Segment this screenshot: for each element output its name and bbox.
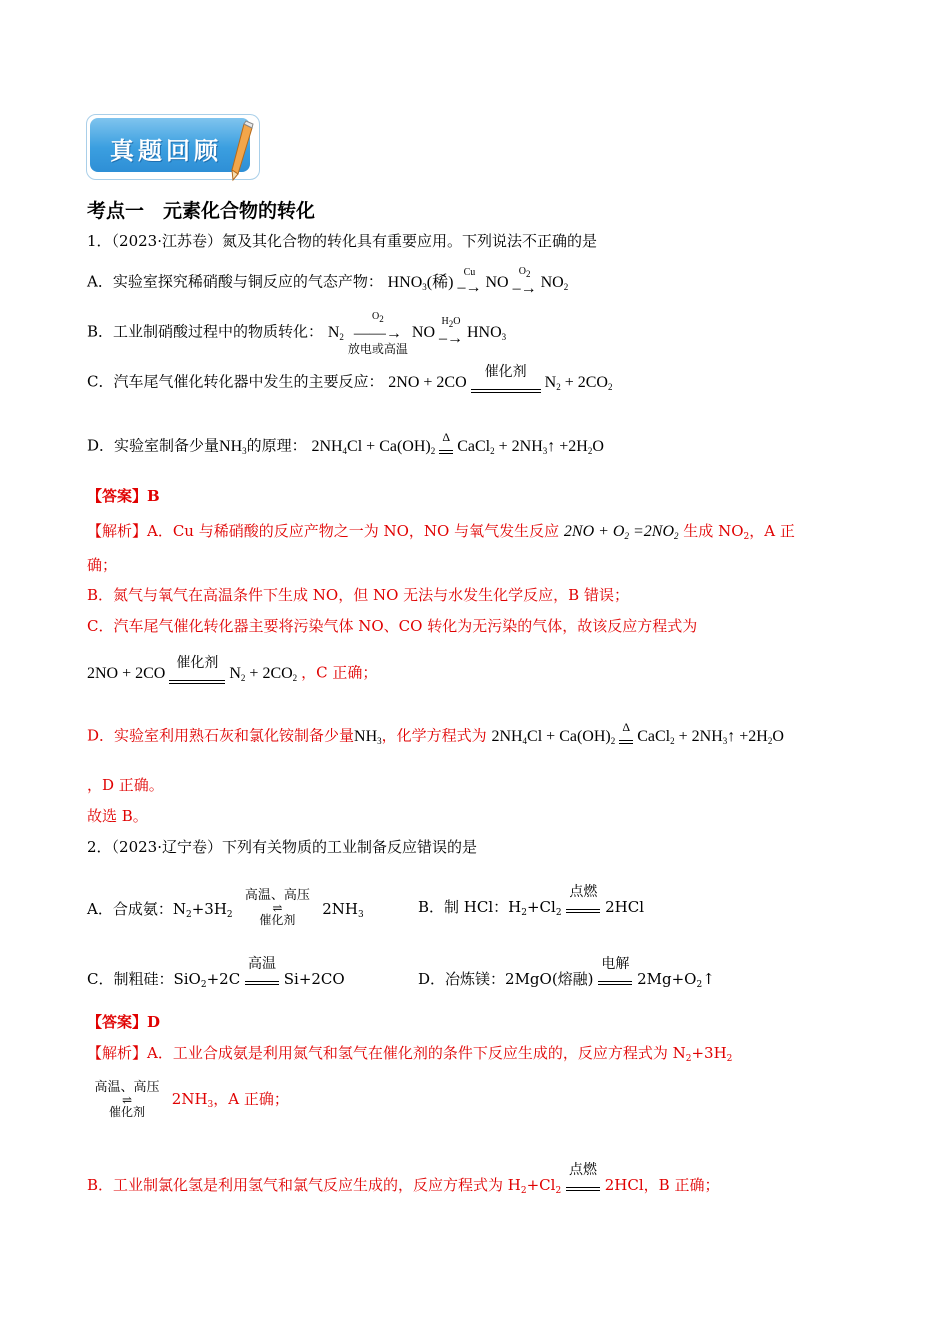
- pencil-icon: [226, 120, 256, 182]
- q2-explanation-a-cont: 高温、高压 ⇌ 催化剂 $2NH_3$，A 正确；: [94, 1080, 289, 1119]
- q1-a-equation: $HNO_3$(稀) Cu –→ NO $O_2$ –→ $NO_2$: [387, 266, 569, 297]
- q2-explanation-b: B．工业制氯化氢是利用氢气和氯气反应生成的，反应方程式为 $H_2+Cl_2$ 点燃 2HCl，B 正确；: [87, 1162, 720, 1196]
- q1-option-d: D．实验室制备少量$NH_3$的原理： $2NH_4Cl + Ca(OH)_2$ Δ CaCl$_2$ + $2NH_3↑ +2H_2O$: [87, 430, 604, 456]
- q2-explanation-a: 【解析】A．工业合成氨是利用氮气和氢气在催化剂的条件下反应生成的，反应方程式为 $N_2+3H_2$: [87, 1044, 733, 1064]
- q1-explanation-d-end: ，D 正确。: [87, 776, 164, 794]
- q1-option-a: A．实验室探究稀硝酸与铜反应的气态产物： $HNO_3$(稀) Cu –→ NO $O_2$ –→ $NO_2$: [87, 266, 569, 297]
- q1-explanation-d: D．实验室利用熟石灰和氯化铵制备少量$NH_3$，化学方程式为 $2NH_4Cl + Ca(OH)_2$ Δ CaCl$_2$ + $2NH_3↑ +2H_2O$: [87, 720, 784, 746]
- q1-answer: 【答案】B: [87, 487, 160, 505]
- q1-stem: 1．（2023·江苏卷）氮及其化合物的转化具有重要应用。下列说法不正确的是: [87, 232, 597, 250]
- q2-answer: 【答案】D: [87, 1013, 161, 1031]
- q2-option-b: B．制 HCl：$H_2+Cl_2$ 点燃 2HCl: [418, 884, 645, 918]
- q1-explanation-c: C．汽车尾气催化转化器主要将污染气体 NO、CO 转化为无污染的气体，故该反应方程式为: [87, 617, 698, 635]
- section-title: 考点一 元素化合物的转化: [87, 200, 316, 222]
- banner-title: 真题回顾: [110, 137, 222, 165]
- q2-option-a: A．合成氨：$N_2+3H_2$ 高温、高压 ⇌ 催化剂 $2NH_3$: [87, 888, 364, 927]
- q1-option-b: B．工业制硝酸过程中的物质转化： $N_2$ $O_2$ ——→ 放电或高温 NO $H_2O$ –→ $HNO_3$: [87, 311, 507, 356]
- q1-explanation-c-equation: 2NO + 2CO 催化剂 $N_2 + 2CO_2$ ，C 正确；: [87, 656, 378, 683]
- q1-explanation-a-cont: 确；: [87, 556, 118, 574]
- q1-explanation-b: B．氮气与氧气在高温条件下生成 NO，但 NO 无法与水发生化学反应，B 错误；: [87, 586, 629, 604]
- q1-b-equation: $N_2$ $O_2$ ——→ 放电或高温 NO $H_2O$ –→ $HNO_3$: [327, 311, 507, 356]
- q1-explanation-a: 【解析】A．Cu 与稀硝酸的反应产物之一为 NO，NO 与氧气发生反应 $2NO + O_2 =2NO_2$ 生成 $NO_2$，A 正: [87, 522, 795, 542]
- q2-stem: 2．（2023·辽宁卷）下列有关物质的工业制备反应错误的是: [87, 838, 477, 856]
- q2-option-d: D．冶炼镁：2MgO(熔融) 电解 $2Mg+O_2↑$: [418, 956, 715, 990]
- q1-option-c: C．汽车尾气催化转化器中发生的主要反应： 2NO + 2CO 催化剂 $N_2 + 2CO_2$: [87, 365, 613, 392]
- q1-choose: 故选 B。: [87, 807, 148, 825]
- q1-c-equation: 2NO + 2CO 催化剂 $N_2 + 2CO_2$: [388, 365, 613, 392]
- q2-option-c: C．制粗硅：SiO$_2$+2C 高温 Si+2CO: [87, 956, 345, 990]
- q1-d-equation: $2NH_4Cl + Ca(OH)_2$ Δ CaCl$_2$ + $2NH_3↑ +2H_2O$: [311, 430, 604, 456]
